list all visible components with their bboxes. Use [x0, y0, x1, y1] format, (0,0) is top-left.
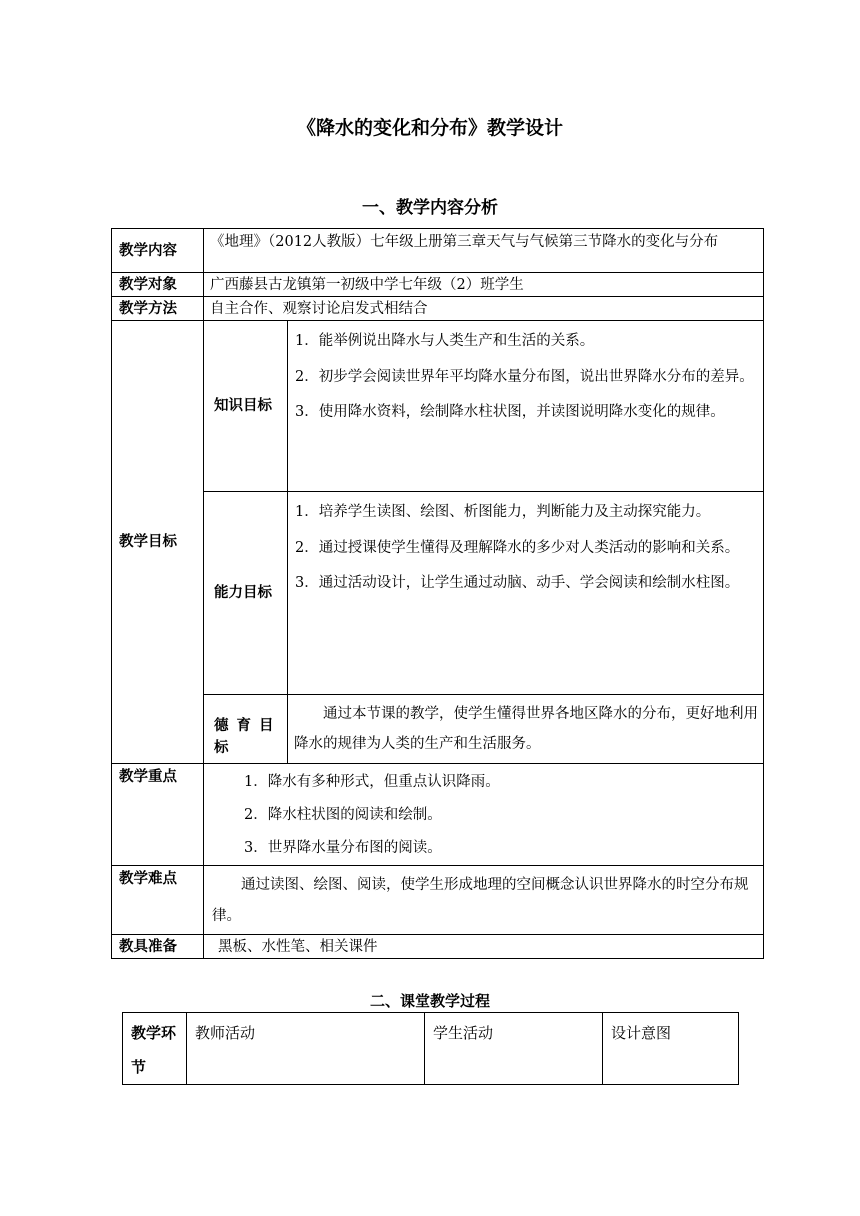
knowledge-item: 2．初步学会阅读世界年平均降水量分布图，说出世界降水分布的差异。: [295, 368, 754, 385]
difficulty-label: 教学难点: [112, 866, 204, 935]
col-header-intent: 设计意图: [603, 1013, 739, 1085]
ability-item: 1．培养学生读图、绘图、析图能力，判断能力及主动探究能力。: [295, 504, 711, 520]
key-point-item: 3．世界降水量分布图的阅读。: [244, 840, 442, 856]
ability-objective-list: [288, 492, 764, 695]
col-header-student: 学生活动: [425, 1013, 603, 1085]
knowledge-item: 1．能举例说出降水与人类生产和生活的关系。: [295, 333, 595, 349]
moral-objective-text: 通过本节课的教学，使学生懂得世界各地区降水的分布，更好地利用降水的规律为人类的生产和生活服务。: [288, 695, 764, 764]
tools-label: 教具准备: [112, 935, 204, 959]
key-points-list: [204, 764, 764, 866]
col-header-stage: 教学环节: [123, 1013, 187, 1085]
knowledge-objective-list: [288, 321, 764, 492]
document-title: 《降水的变化和分布》教学设计: [296, 117, 563, 139]
teaching-object-value: 广西藤县古龙镇第一初级中学七年级（2）班学生: [204, 273, 764, 297]
content-analysis-table: [111, 228, 764, 959]
col-header-teacher: 教师活动: [187, 1013, 425, 1085]
ability-objective-label: 能力目标: [204, 492, 288, 695]
teaching-process-table: [122, 1012, 739, 1085]
teaching-content-label: 教学内容: [112, 229, 204, 273]
ability-item: 3．通过活动设计，让学生通过动脑、动手、学会阅读和绘制水柱图。: [295, 575, 740, 591]
section-heading-content-analysis: 一、教学内容分析: [362, 198, 498, 218]
teaching-objectives-label: 教学目标: [112, 321, 204, 764]
key-point-item: 2．降水柱状图的阅读和绘制。: [244, 807, 442, 823]
key-point-item: 1．降水有多种形式，但重点认识降雨。: [244, 774, 500, 790]
knowledge-objective-label: 知识目标: [204, 321, 288, 492]
difficulty-text: 通过读图、绘图、阅读，使学生形成地理的空间概念认识世界降水的时空分布规律。: [204, 866, 764, 935]
tools-value: 黑板、水性笔、相关课件: [204, 935, 764, 959]
section-heading-teaching-process: 二、课堂教学过程: [369, 992, 490, 1010]
moral-objective-label: 德育目标: [204, 695, 288, 764]
ability-item: 2．通过授课使学生懂得及理解降水的多少对人类活动的影响和关系。: [295, 539, 740, 556]
teaching-method-label: 教学方法: [112, 297, 204, 321]
teaching-content-value: 《地理》（2012人教版）七年级上册第三章天气与气候第三节降水的变化与分布: [204, 229, 764, 273]
knowledge-item: 3．使用降水资料，绘制降水柱状图，并读图说明降水变化的规律。: [295, 404, 725, 420]
teaching-method-value: 自主合作、观察讨论启发式相结合: [204, 297, 764, 321]
key-points-label: 教学重点: [112, 764, 204, 866]
teaching-object-label: 教学对象: [112, 273, 204, 297]
